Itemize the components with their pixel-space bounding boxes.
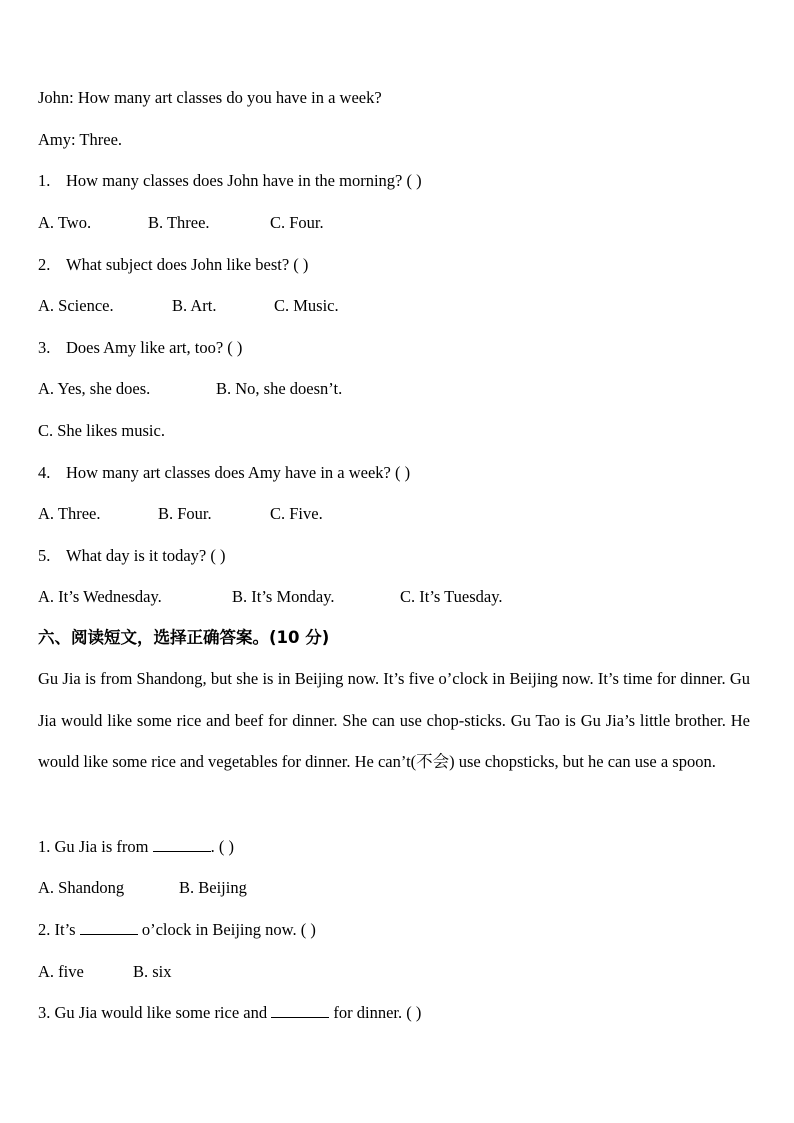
option-c[interactable]: C. It’s Tuesday. bbox=[400, 587, 503, 606]
answer-blank bbox=[271, 1003, 329, 1018]
question-number: 2. bbox=[38, 255, 51, 274]
dialogue-text: How many art classes do you have in a week? bbox=[77, 88, 382, 107]
option-a[interactable]: A. Two. bbox=[38, 213, 92, 232]
option-a[interactable]: A. Three. bbox=[38, 504, 101, 523]
question-text: What subject does John like best? ( ) bbox=[66, 255, 309, 274]
reading-question-1 bbox=[38, 837, 754, 857]
answer-blank bbox=[153, 837, 211, 852]
question-text: 3. Gu Jia would like some rice and bbox=[38, 1003, 272, 1022]
question-text: 1. Gu Jia is from bbox=[38, 837, 153, 856]
option-b[interactable]: B. Four. bbox=[158, 504, 212, 523]
option-b[interactable]: B. No, she doesn’t. bbox=[216, 379, 343, 398]
section-heading: 六、阅读短文，选择正确答案。(10 分) bbox=[38, 628, 330, 647]
option-c[interactable]: C. Four. bbox=[270, 213, 324, 232]
option-a[interactable]: A. It’s Wednesday. bbox=[38, 587, 162, 606]
option-a[interactable]: A. Science. bbox=[38, 296, 114, 315]
dialogue-line-amy bbox=[38, 130, 754, 150]
question-text: How many art classes does Amy have in a week? ( ) bbox=[66, 463, 411, 482]
question-text: How many classes does John have in the morning? ( ) bbox=[66, 171, 422, 190]
question-5 bbox=[38, 546, 754, 566]
question-3-options-2 bbox=[38, 421, 754, 441]
question-text-end: o’clock in Beijing now. ( ) bbox=[137, 920, 316, 939]
reading-question-2 bbox=[38, 920, 754, 940]
option-a[interactable]: A. five bbox=[38, 962, 84, 981]
question-text: What day is it today? ( ) bbox=[66, 546, 226, 565]
question-number: 3. bbox=[38, 338, 51, 357]
option-c[interactable]: C. She likes music. bbox=[38, 421, 165, 440]
option-b[interactable]: B. Beijing bbox=[179, 878, 247, 897]
speaker-amy: Amy: bbox=[38, 130, 76, 149]
question-1 bbox=[38, 171, 754, 191]
question-number: 5. bbox=[38, 546, 51, 565]
question-3 bbox=[38, 338, 754, 358]
option-c[interactable]: C. Music. bbox=[274, 296, 339, 315]
dialogue-text: Three. bbox=[79, 130, 123, 149]
option-a[interactable]: A. Shandong bbox=[38, 878, 125, 897]
question-text-end: . ( ) bbox=[210, 837, 234, 856]
option-b[interactable]: B. It’s Monday. bbox=[232, 587, 335, 606]
dialogue-line-john bbox=[38, 88, 754, 108]
question-2 bbox=[38, 255, 754, 275]
option-b[interactable]: B. six bbox=[133, 962, 172, 981]
question-number: 4. bbox=[38, 463, 51, 482]
option-b[interactable]: B. Art. bbox=[172, 296, 217, 315]
reading-passage: Gu Jia is from Shandong, but she is in Beijing now. It’s five o’clock in Beijing now. It’s time for dinner. Gu Jia would like some rice and beef for dinner. She can use chop-sticks. Gu Tao is Gu Jia’s little brother. He would like some rice and vegetables for dinner. He can’t(不会) use chopsticks, but he can use a spoon. bbox=[38, 669, 750, 772]
reading-question-3 bbox=[38, 1003, 754, 1023]
question-text: Does Amy like art, too? ( ) bbox=[66, 338, 243, 357]
question-number: 1. bbox=[38, 171, 51, 190]
speaker-john: John: bbox=[38, 88, 74, 107]
option-c[interactable]: C. Five. bbox=[270, 504, 323, 523]
question-4 bbox=[38, 463, 754, 483]
option-a[interactable]: A. Yes, she does. bbox=[38, 379, 151, 398]
answer-blank bbox=[80, 920, 138, 935]
question-text: 2. It’s bbox=[38, 920, 80, 939]
option-b[interactable]: B. Three. bbox=[148, 213, 210, 232]
question-text-end: for dinner. ( ) bbox=[329, 1003, 422, 1022]
